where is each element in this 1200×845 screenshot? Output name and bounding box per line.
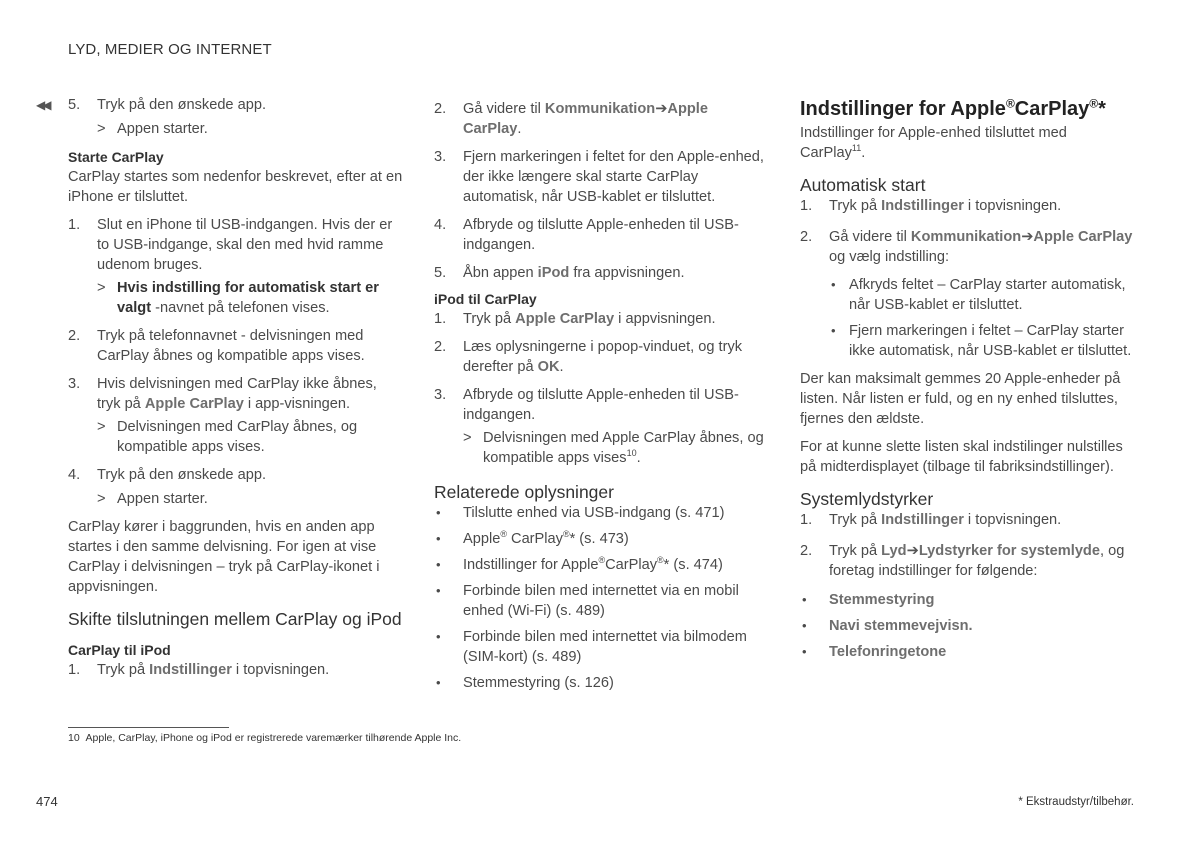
subheading-ipod-til-carplay: iPod til CarPlay — [434, 291, 537, 307]
bullet-icon: • — [802, 618, 807, 633]
bullet-icon: • — [436, 675, 441, 690]
intro-paragraph: Indstillinger for Apple-enhed tilsluttet med CarPlay$^{11}$. — [800, 125, 1067, 161]
footnote-divider — [68, 727, 229, 728]
result-3: > Delvisningen med CarPlay åbnes, og kompatible apps vises. — [97, 419, 358, 455]
related-link[interactable]: • Apple® CarPlay®* (s. 473) — [436, 529, 629, 547]
footnote: 10 Apple, CarPlay, iPhone og iPod er registrerede varemærker tilhørende Apple Inc. — [68, 732, 462, 744]
step-3: 3. Afbryde og tilslutte Apple-enheden til USB-indgangen. — [434, 387, 739, 423]
heading-skifte-tilslutningen: Skifte tilslutningen mellem CarPlay og iPod — [68, 609, 402, 629]
step-1: 1. Tryk på Indstillinger i topvisningen. — [800, 512, 1062, 528]
setting-option: • Telefonringetone — [802, 644, 947, 660]
result-1: > Hvis indstilling for automatisk start er valgt -navnet på telefonen vises. — [97, 280, 379, 316]
step-4: 4. Tryk på den ønskede app. — [68, 467, 267, 483]
section-title: Indstillinger for Apple®CarPlay®* — [800, 96, 1106, 120]
result-4: > Appen starter. — [97, 491, 208, 507]
setting-option: • Stemmestyring — [802, 592, 935, 608]
related-link[interactable]: • Tilslutte enhed via USB-indgang (s. 471) — [436, 505, 725, 521]
step-3: 3. Fjern markeringen i feltet for den Apple-enhed, der ikke længere skal starte CarPlay automatisk, når USB-kablet er tilsluttet. — [434, 149, 764, 205]
paragraph: CarPlay startes som nedenfor beskrevet, efter at en iPhone er tilsluttet. — [68, 169, 403, 205]
continued-icon: ◀◀ — [36, 98, 49, 112]
step-1: 1. Slut en iPhone til USB-indgangen. Hvis der er to USB-indgange, skal den med hvid ramme udenom bruges. — [68, 217, 393, 273]
arrow-right-icon: ➔ — [655, 101, 668, 117]
step-1: 1. Tryk på Apple CarPlay i appvisningen. — [434, 311, 716, 327]
step-2: 2. Tryk på telefonnavnet - delvisningen med CarPlay åbnes og kompatible apps vises. — [68, 328, 365, 364]
option-bullet: • Fjern markeringen i feltet – CarPlay starter ikke automatisk, når USB-kablet er tilsluttet. — [831, 323, 1132, 359]
paragraph: For at kunne slette listen skal indstilinger nulstilles på midterdisplayet (tilbage til fabriksindstillinger). — [800, 439, 1123, 475]
arrow-right-icon: ➔ — [1021, 229, 1034, 245]
bullet-icon: • — [436, 629, 441, 644]
bullet-icon: • — [831, 277, 836, 292]
step-5: 5. Åbn appen iPod fra appvisningen. — [434, 265, 685, 281]
page-header: LYD, MEDIER OG INTERNET — [68, 41, 272, 58]
heading-automatisk-start: Automatisk start — [800, 175, 926, 195]
page-number: 474 — [36, 794, 58, 809]
bullet-icon: • — [831, 323, 836, 338]
result-3: > Delvisningen med Apple CarPlay åbnes, og kompatible apps vises$^{10}$. — [463, 430, 764, 466]
paragraph: Der kan maksimalt gemmes 20 Apple-enheder på listen. Når listen er fuld, og en ny enhed tilsluttes, fjernes den ældste. — [800, 371, 1121, 427]
step-2: 2. Gå videre til Kommunikation➔Apple CarPlay. — [434, 101, 708, 137]
heading-systemlydstyrker: Systemlydstyrker — [800, 489, 934, 509]
subheading-starte-carplay: Starte CarPlay — [68, 149, 164, 165]
step-2: 2. Tryk på Lyd➔Lydstyrker for systemlyde, og foretag indstillinger for følgende: — [800, 543, 1125, 579]
step-1: 1. Tryk på Indstillinger i topvisningen. — [800, 198, 1062, 214]
step-3: 3. Hvis delvisningen med CarPlay ikke åbnes, tryk på Apple CarPlay i app-visningen. — [68, 376, 377, 412]
bullet-icon: • — [436, 557, 441, 572]
step-2: 2. Læs oplysningerne i popop-vinduet, og tryk derefter på OK. — [434, 339, 743, 375]
option-bullet: • Afkryds feltet – CarPlay starter automatisk, når USB-kablet er tilsluttet. — [831, 277, 1126, 313]
column-1 — [68, 95, 403, 680]
column-3 — [800, 95, 1135, 662]
related-link[interactable]: • Stemmestyring (s. 126) — [436, 675, 614, 691]
step-4: 4. Afbryde og tilslutte Apple-enheden til USB-indgangen. — [434, 217, 739, 253]
result-5: > Appen starter. — [97, 121, 208, 137]
step-5: 5. Tryk på den ønskede app. — [68, 97, 267, 113]
related-link[interactable]: • Indstillinger for Apple®CarPlay®* (s. 474) — [436, 555, 723, 573]
related-link[interactable]: • Forbinde bilen med internettet via bilmodem (SIM-kort) (s. 489) — [436, 629, 747, 665]
bullet-icon: • — [436, 583, 441, 598]
bullet-icon: • — [436, 505, 441, 520]
heading-relaterede-oplysninger: Relaterede oplysninger — [434, 482, 614, 502]
arrow-right-icon: ➔ — [906, 543, 919, 559]
column-2 — [434, 95, 764, 693]
step-2: 2. Gå videre til Kommunikation➔Apple CarPlay og vælg indstilling: — [800, 229, 1133, 265]
accessory-note: * Ekstraudstyr/tilbehør. — [1018, 796, 1134, 808]
related-link[interactable]: • Forbinde bilen med internettet via en mobil enhed (Wi-Fi) (s. 489) — [436, 583, 739, 619]
bullet-icon: • — [802, 644, 807, 659]
step-1: 1. Tryk på Indstillinger i topvisningen. — [68, 662, 330, 678]
paragraph: CarPlay kører i baggrunden, hvis en anden app startes i den samme delvisning. For igen at vise CarPlay i delvisningen – tryk på CarPlay-ikonet i appvisningen. — [68, 519, 380, 595]
bullet-icon: • — [802, 592, 807, 607]
subheading-carplay-til-ipod: CarPlay til iPod — [68, 642, 171, 658]
setting-option: • Navi stemmevejvisn. — [802, 618, 973, 634]
bullet-icon: • — [436, 531, 441, 546]
